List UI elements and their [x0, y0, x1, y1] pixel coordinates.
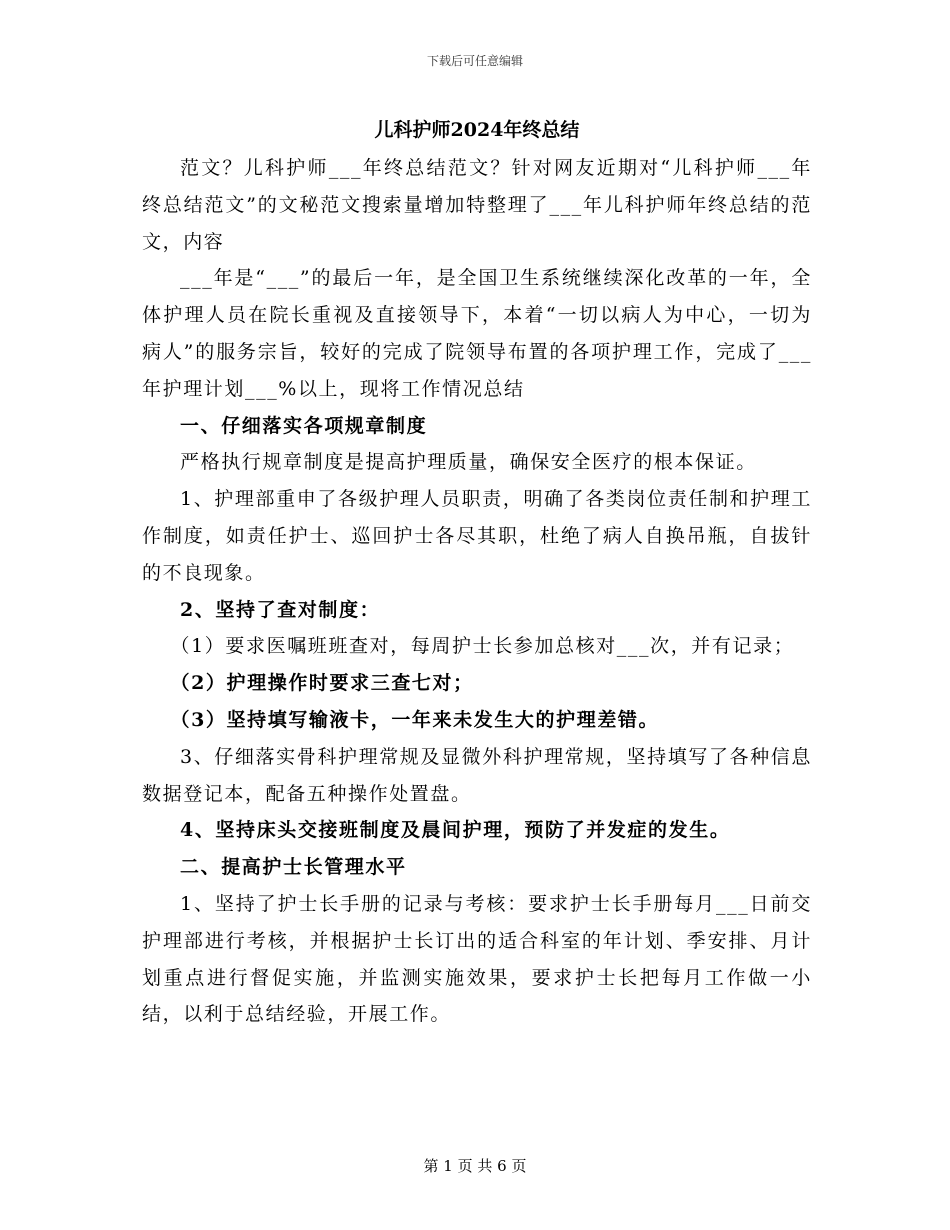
sub-item-three-checks: （2）护理操作时要求三查七对；	[170, 672, 474, 695]
section-heading-management: 二、提高护士长管理水平	[180, 856, 407, 879]
sub-item-order-check: （1）要求医嘱班班查对，每周护士长参加总核对___次，并有记录；	[170, 635, 795, 658]
sub-item-infusion-card: （3）坚持填写输液卡，一年来未发生大的护理差错。	[170, 708, 660, 731]
intro-paragraph: 范文？儿科护师___年终总结范文？针对网友近期对“儿科护师___年终总结范文”的文秘范文搜索量增加特整理了___年儿科护师年终总结的范文，内容	[142, 157, 812, 253]
section-heading-rules: 一、仔细落实各项规章制度	[180, 414, 428, 437]
list-item-orthopedic: 3、仔细落实骨科护理常规及显微外科护理常规，坚持填写了各种信息数据登记本，配备五种操作处置盘。	[142, 745, 812, 805]
opening-paragraph: ___年是“___”的最后一年，是全国卫生系统继续深化改革的一年，全体护理人员在院长重视及直接领导下，本着“一切以病人为中心，一切为病人”的服务宗旨，较好的完成了院领导布置的各项护理工作，完成了___年护理计划___%以上，现将工作情况总结	[142, 267, 812, 400]
section-lead-rules: 严格执行规章制度是提高护理质量，确保安全医疗的根本保证。	[180, 451, 757, 474]
list-item-check-system: 2、坚持了查对制度：	[180, 598, 381, 621]
list-item-duties: 1、护理部重申了各级护理人员职责，明确了各类岗位责任制和护理工作制度，如责任护士、巡回护士各尽其职，杜绝了病人自换吊瓶，自拔针的不良现象。	[142, 488, 812, 584]
page-header: 下载后可任意编辑	[426, 54, 523, 68]
list-item-head-nurse-manual: 1、坚持了护士长手册的记录与考核：要求护士长手册每月___日前交护理部进行考核，并根据护士长订出的适合科室的年计划、季安排、月计划重点进行督促实施，并监测实施效果，要求护士长把每月工作做一小结，以利于总结经验，开展工作。	[142, 892, 812, 1026]
document-body	[142, 112, 812, 1033]
page-footer: 第 1 页 共 6 页	[423, 1157, 527, 1175]
list-item-bedside-handover: 4、坚持床头交接班制度及晨间护理，预防了并发症的发生。	[180, 819, 731, 842]
document-title: 儿科护师2024年终总结	[374, 119, 580, 141]
